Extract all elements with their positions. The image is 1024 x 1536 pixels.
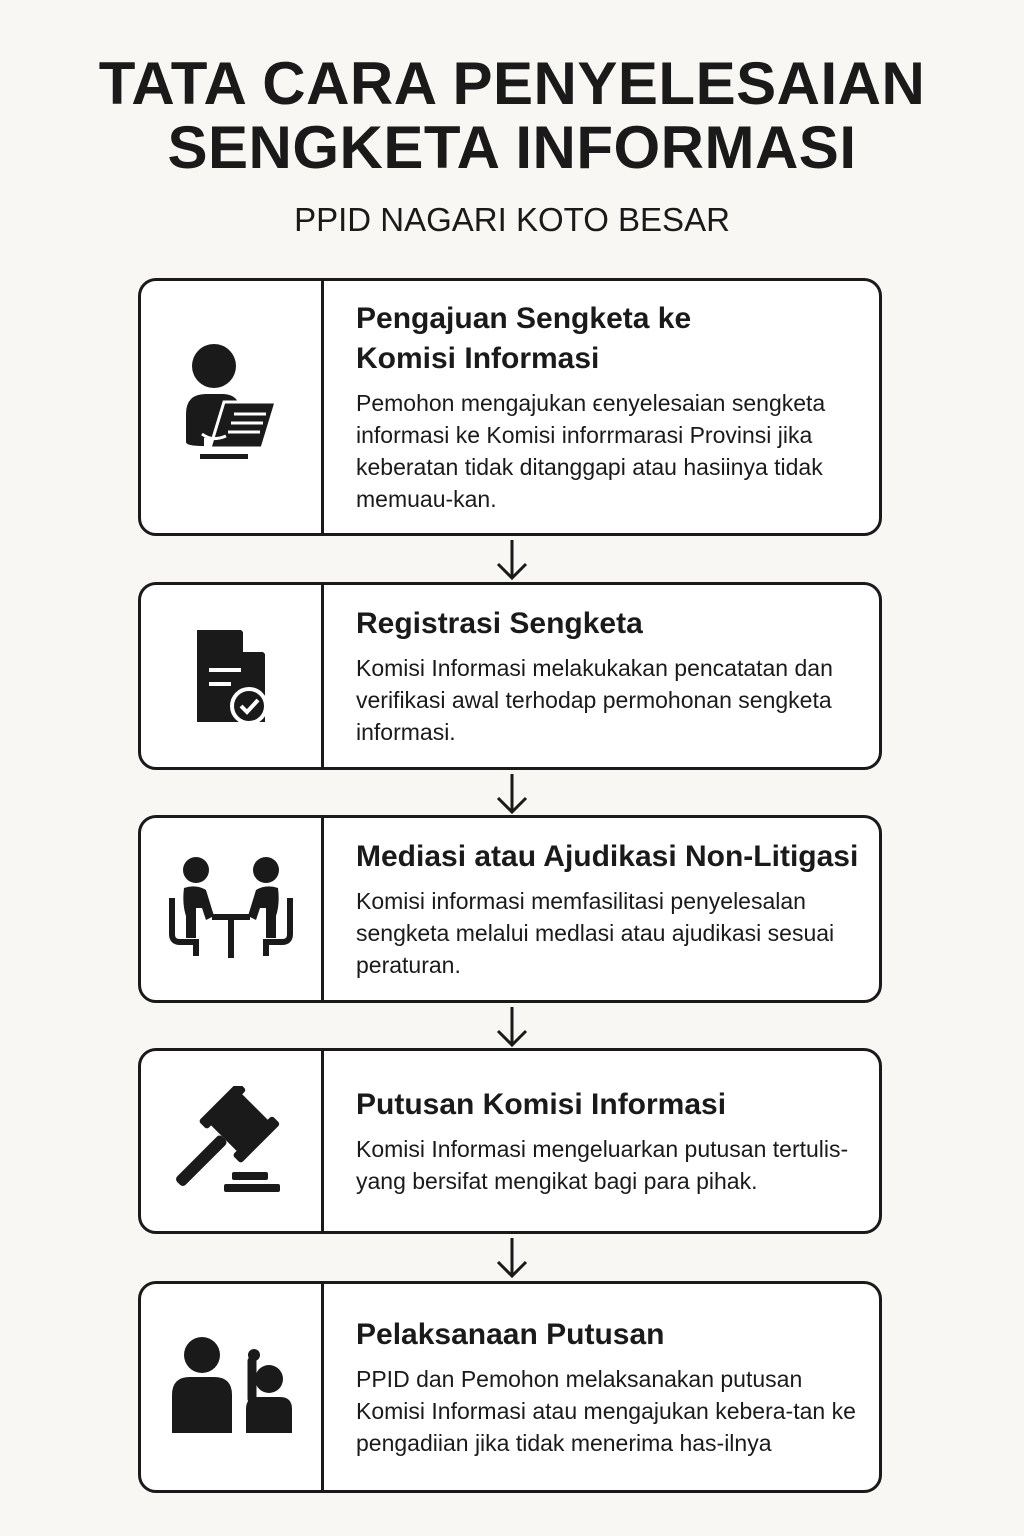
- step-title: Registrasi Sengketa: [356, 607, 643, 640]
- step-icon-cell: [141, 281, 324, 533]
- step-title: Putusan Komisi Informasi: [356, 1088, 727, 1121]
- page-subtitle: PPID NAGARI KOTO BESAR: [294, 201, 730, 238]
- page-title-line-2: SENGKETA INFORMASI: [167, 114, 857, 181]
- step-icon-cell: [141, 585, 324, 767]
- step-card-decision: [138, 1048, 882, 1234]
- meeting-icon: [166, 854, 296, 964]
- step-description: Komisi Informasi mengeluarkan putusan tertulis-yang bersifat mengikat bagi para pihak.: [356, 1136, 849, 1194]
- person-document-icon: [176, 342, 286, 472]
- step-title: Pelaksanaan Putusan: [356, 1318, 665, 1351]
- step-card-execution: [138, 1281, 882, 1493]
- step-card-registration: [138, 582, 882, 770]
- step-title: [356, 299, 871, 379]
- step-card-mediation: [138, 815, 882, 1003]
- step-title: Mediasi atau Ajudikasi Non-Litigasi: [356, 840, 859, 873]
- step-text-cell: [356, 1051, 871, 1231]
- step-card-submission: [138, 278, 882, 536]
- arrow-down-icon: [492, 1236, 532, 1282]
- step-text-cell: [356, 1284, 871, 1490]
- step-description: Pemohon mengajukan ϵenyelesaian sengketa informasi ke Komisi inforrmarasi Provinsi jika keberatan tidak ditanggapi atau hasiinya tidak memuau-kan.: [356, 390, 826, 512]
- arrow-down-icon: [492, 772, 532, 818]
- document-check-icon: [191, 626, 271, 726]
- gavel-icon: [176, 1086, 286, 1196]
- step-description: PPID dan Pemohon melaksanakan putusan Komisi Informasi atau mengajukan kebera-tan ke pengadiian jika tidak menerima has-ilnya: [356, 1366, 856, 1456]
- page-title: [0, 52, 1024, 180]
- step-description: Komisi informasi memfasilitasi penyelesalan sengketa melalui medlasi atau ajudikasi sesuai peraturan.: [356, 888, 835, 978]
- step-title-line-1: Pengajuan Sengketa ke: [356, 302, 692, 335]
- people-raise-hand-icon: [166, 1337, 296, 1437]
- step-title-line-2: Komisi Informasi: [356, 342, 600, 375]
- step-text-cell: [356, 585, 871, 767]
- step-text-cell: [356, 281, 871, 533]
- step-icon-cell: [141, 818, 324, 1000]
- step-icon-cell: [141, 1051, 324, 1231]
- arrow-down-icon: [492, 538, 532, 584]
- arrow-down-icon: [492, 1005, 532, 1051]
- step-text-cell: [356, 818, 871, 1000]
- step-icon-cell: [141, 1284, 324, 1490]
- step-description: Komisi Informasi melakukakan pencatatan dan verifikasi awal terhodap permohonan sengketa informasi.: [356, 655, 833, 745]
- page-title-line-1: TATA CARA PENYELESAIAN: [98, 50, 926, 117]
